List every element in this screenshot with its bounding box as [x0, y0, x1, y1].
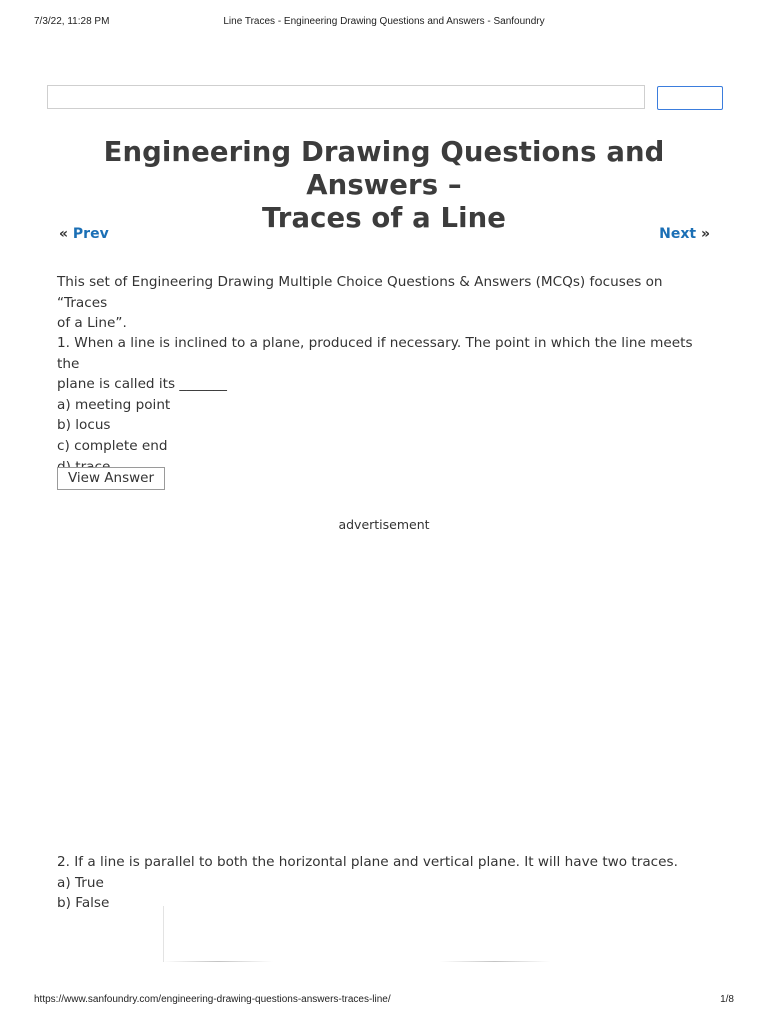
- question-1-line-2: plane is called its _______: [57, 376, 227, 393]
- raquo-icon: »: [700, 226, 710, 242]
- next-label: Next: [659, 226, 697, 242]
- intro-line-1: This set of Engineering Drawing Multiple Choice Questions & Answers (MCQs) focuses on “Traces: [57, 274, 663, 311]
- print-datetime: 7/3/22, 11:28 PM: [34, 16, 110, 27]
- print-page-title: Line Traces - Engineering Drawing Questions and Answers - Sanfoundry: [223, 16, 545, 27]
- print-footer: [0, 994, 768, 1008]
- laquo-icon: «: [59, 226, 69, 242]
- search-button[interactable]: [657, 86, 723, 110]
- page-title: [40, 136, 728, 235]
- faint-divider: [163, 906, 254, 962]
- print-url: https://www.sanfoundry.com/engineering-drawing-questions-answers-traces-line/: [34, 994, 391, 1005]
- intro-paragraph: [57, 272, 715, 334]
- page-title-line-2: Traces of a Line: [261, 202, 507, 234]
- question-1-line-1: 1. When a line is inclined to a plane, produced if necessary. The point in which the line meets the: [57, 335, 693, 372]
- view-answer-button[interactable]: View Answer: [57, 467, 165, 490]
- page-title-line-1: Engineering Drawing Questions and Answers –: [103, 136, 665, 201]
- advertisement-label: advertisement: [338, 517, 430, 532]
- next-link[interactable]: [659, 225, 710, 243]
- question-2-text: 2. If a line is parallel to both the horizontal plane and vertical plane. It will have two traces.: [57, 854, 678, 870]
- question-1-option: a) meeting point: [57, 396, 171, 413]
- question-2-option: a) True: [57, 874, 104, 891]
- question-1-option: b) locus: [57, 417, 111, 434]
- faint-divider: [163, 961, 273, 962]
- search-bar: [47, 85, 723, 111]
- search-input[interactable]: [47, 85, 645, 109]
- print-header: [0, 16, 768, 30]
- question-2: [57, 852, 715, 914]
- question-1-text: [57, 333, 715, 395]
- faint-divider: [440, 961, 550, 962]
- question-2-option: b) False: [57, 895, 110, 912]
- prev-link[interactable]: [59, 225, 109, 243]
- print-page-number: 1/8: [720, 994, 734, 1005]
- question-1-option: c) complete end: [57, 437, 168, 454]
- question-1: [57, 333, 715, 477]
- prev-label: Prev: [72, 226, 109, 242]
- intro-line-2: of a Line”.: [57, 315, 127, 332]
